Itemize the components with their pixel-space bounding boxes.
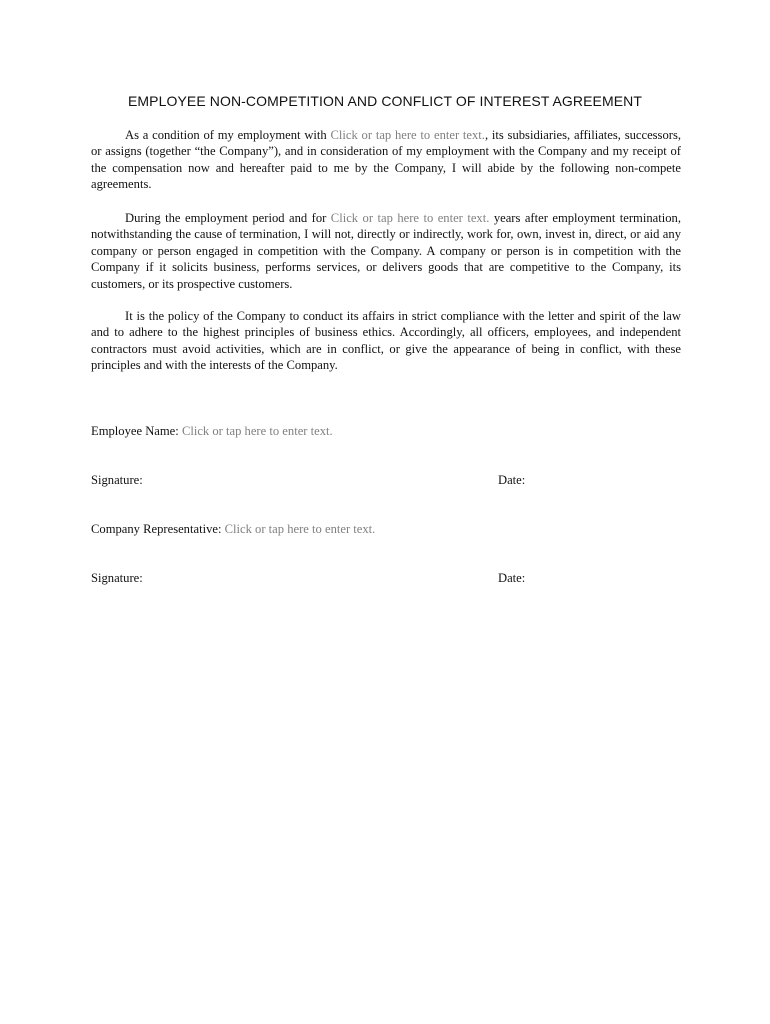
representative-date-label: Date: xyxy=(498,571,526,585)
paragraph-2-intro: During the employment period and for xyxy=(125,211,331,225)
paragraph-3-body: It is the policy of the Company to conduct its affairs in strict compliance with the letter and spirit of the law and to adhere to the highest principles of business ethics. Accordingly, all officers, employees, and independent contractors must avoid activities, which are in conflict, or give the appearance of being in conflict, with these principles and with the interests of the Company. xyxy=(91,309,681,373)
paragraph-1-body: , its subsidiaries, affiliates, successors, or assigns (together “the Company”), and in consideration of my employment with the Company and my receipt of the compensation now and hereafter paid to me by the Company, I will abide by the following non-compete agreements. xyxy=(91,128,681,192)
employee-date-label: Date: xyxy=(498,473,526,487)
representative-signature-label: Signature: xyxy=(91,571,143,585)
paragraph-employment-condition xyxy=(91,127,681,193)
employee-name-row xyxy=(91,423,333,439)
company-name-field[interactable]: Click or tap here to enter text. xyxy=(330,128,485,142)
employee-name-field[interactable]: Click or tap here to enter text. xyxy=(181,424,333,438)
paragraph-conflict-policy xyxy=(91,308,681,374)
company-representative-label: Company Representative: xyxy=(91,522,225,536)
company-representative-row xyxy=(91,521,375,537)
document-title: EMPLOYEE NON-COMPETITION AND CONFLICT OF INTEREST AGREEMENT xyxy=(127,93,643,109)
employee-signature-label: Signature: xyxy=(91,473,143,487)
paragraph-1-intro: As a condition of my employment with xyxy=(125,128,331,142)
years-field[interactable]: Click or tap here to enter text. xyxy=(330,211,490,225)
paragraph-2-body: years after employment termination, notwithstanding the cause of termination, I will not, directly or indirectly, work for, own, invest in, direct, or aid any company or person engaged in competition with the Company. A company or person is in competition with the Company if it solicits business, performs services, or delivers goods that are competitive to the Company, its customers, or its prospective customers. xyxy=(91,211,681,291)
employee-name-label: Employee Name: xyxy=(91,424,182,438)
company-representative-field[interactable]: Click or tap here to enter text. xyxy=(224,522,376,536)
paragraph-non-compete-period xyxy=(91,210,681,292)
